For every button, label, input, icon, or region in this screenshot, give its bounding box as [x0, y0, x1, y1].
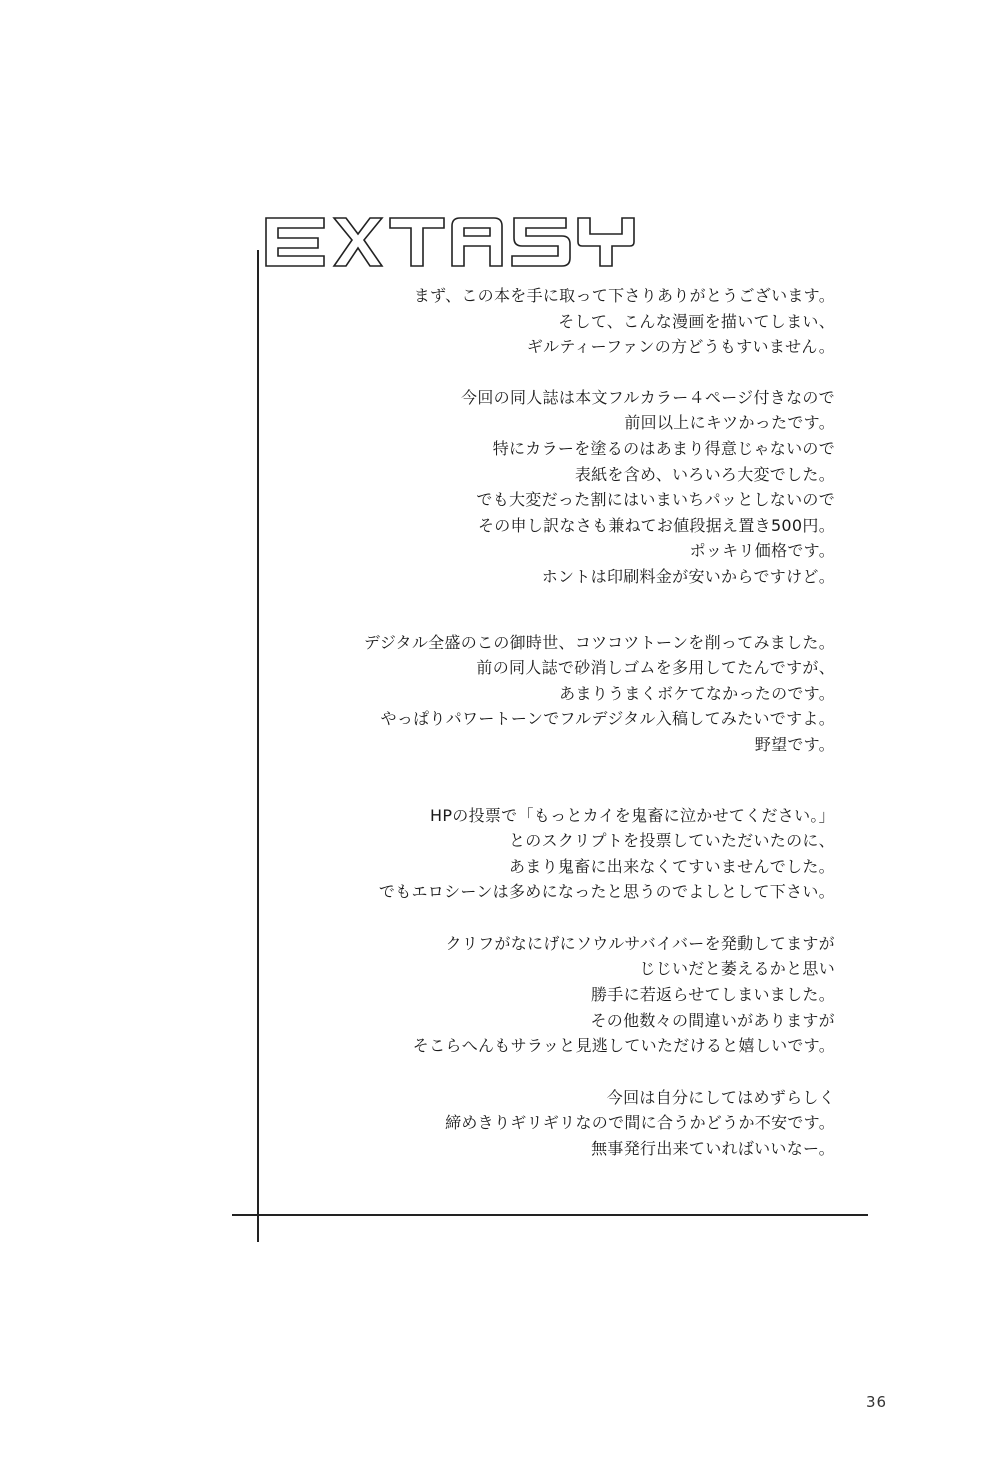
title-logo-graphic [262, 208, 640, 268]
paragraph-cliff [290, 931, 835, 1059]
text-line: ポッキリ価格です。 [689, 541, 835, 561]
paragraph-full-color [290, 385, 835, 590]
text-line: 今回は自分にしてはめずらしく [606, 1087, 835, 1107]
text-line: とのスクリプトを投票していただいたのに、 [508, 831, 835, 851]
paragraph-greeting [290, 283, 835, 360]
text-line: クリフがなにげにソウルサバイバーを発動してますが [445, 933, 835, 953]
text-line: でもエロシーンは多めになったと思うのでよしとして下さい。 [378, 882, 835, 902]
text-line: 表紙を含め、いろいろ大変でした。 [574, 464, 835, 484]
text-line: じじいだと萎えるかと思い [639, 959, 835, 979]
text-line: HPの投票で「もっとカイを鬼畜に泣かせてください。」 [429, 805, 835, 825]
text-line: やっぱりパワートーンでフルデジタル入稿してみたいですよ。 [380, 709, 835, 729]
text-line: 無事発行出来ていればいいなー。 [591, 1139, 835, 1159]
title-text [262, 268, 263, 269]
afterword-text [290, 283, 835, 1162]
text-line: その他数々の間違いがありますが [590, 1010, 835, 1030]
text-line: デジタル全盛のこの御時世、コツコツトーンを削ってみました。 [363, 632, 835, 652]
text-line: 今回の同人誌は本文フルカラー４ページ付きなので [461, 387, 835, 407]
text-line: ギルティーファンの方どうもすいません。 [526, 337, 835, 357]
text-line: 前の同人誌で砂消しゴムを多用してたんですが、 [476, 658, 835, 678]
paragraph-spacer [290, 590, 835, 630]
horizontal-rule [232, 1214, 868, 1216]
text-line: まず、この本を手に取って下さりありがとうございます。 [413, 286, 835, 305]
text-line: 前回以上にキツかったです。 [624, 413, 835, 433]
text-line: そこらへんもサラッと見逃していただけると嬉しいです。 [412, 1036, 835, 1056]
text-line: でも大変だった割にはいまいちパッとしないので [476, 490, 835, 510]
text-line: あまり鬼畜に出来なくてすいませんでした。 [508, 856, 835, 876]
paragraph-spacer [290, 360, 835, 385]
text-line: 勝手に若返らせてしまいました。 [590, 985, 835, 1005]
vertical-rule [257, 250, 259, 1242]
paragraph-spacer [290, 1059, 835, 1085]
text-line: その申し訳なさも兼ねてお値段据え置き500円。 [477, 515, 835, 535]
paragraph-spacer [290, 758, 835, 803]
text-line: 締めきりギリギリなので間に合うかどうか不安です。 [445, 1113, 835, 1133]
text-line: 野望です。 [754, 734, 835, 754]
paragraph-digital [290, 630, 835, 758]
paragraph-deadline [290, 1085, 835, 1162]
text-line: 特にカラーを塗るのはあまり得意じゃないので [492, 438, 835, 458]
text-line: そして、こんな漫画を描いてしまい、 [558, 311, 835, 331]
title-logo [262, 208, 640, 268]
page-number: 36 [866, 1393, 888, 1411]
text-line: あまりうまくボケてなかったのです。 [559, 683, 835, 703]
paragraph-poll [290, 803, 835, 905]
text-line: ホントは印刷料金が安いからですけど。 [541, 566, 835, 586]
paragraph-spacer [290, 905, 835, 931]
